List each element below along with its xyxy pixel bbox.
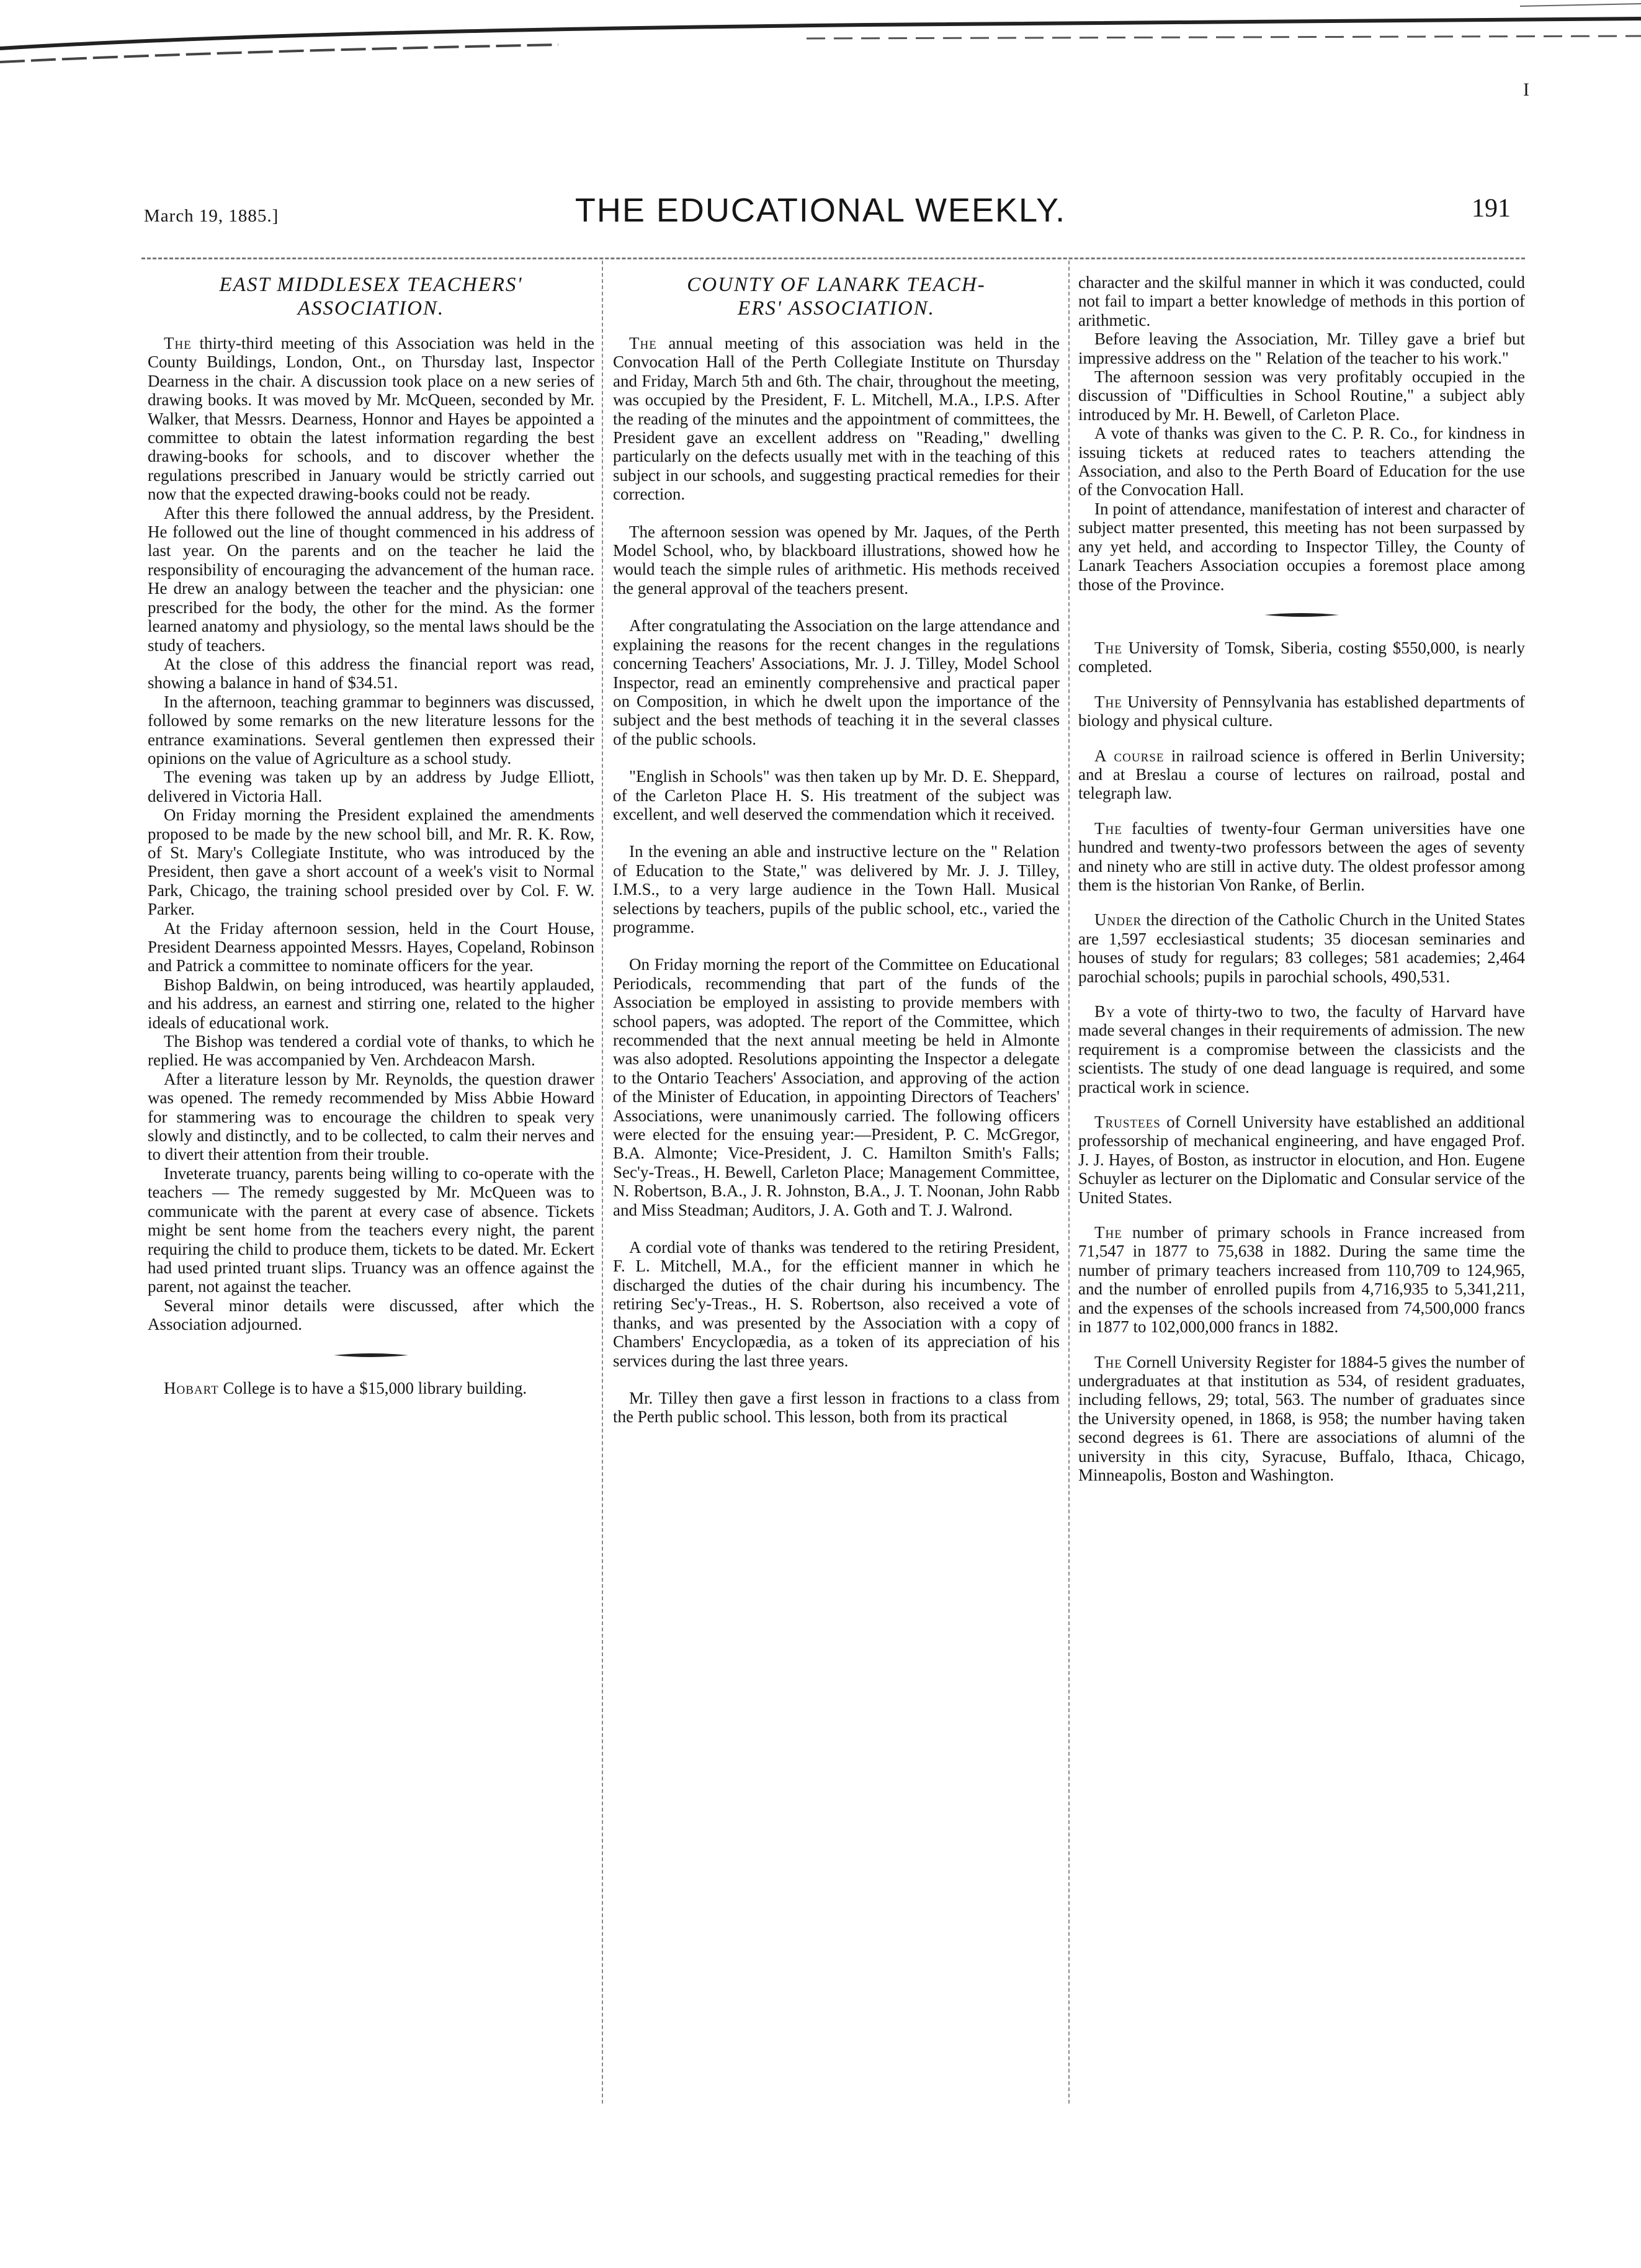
news-item bbox=[1078, 1113, 1525, 1207]
paragraph: In the afternoon, teaching grammar to beginners was discussed, followed by some remarks on the new literature lessons for the entrance examinations. Several gentlemen then expressed their opinions on the value of Agriculture as a school study. bbox=[148, 692, 594, 768]
column-1 bbox=[148, 273, 594, 1397]
heading-line-2: ERS' ASSOCIATION. bbox=[738, 297, 935, 320]
lead-word: The bbox=[629, 334, 657, 352]
paragraph: Mr. Tilley then gave a first lesson in fractions to a class from the Perth public school. This lesson, both from its practical bbox=[613, 1388, 1060, 1427]
paragraph: On Friday morning the report of the Committee on Educational Periodicals, recommending that part of the funds of the Association be employed in assisting to provide members with school papers, was adopted. The report of the Committee, which recommended that the next annual meeting be held in Almonte was also adopted. Resolutions appointing the Inspector a delegate to the Ontario Teachers' Association, and approving of the action of the Minister of Education, in appointing Directors of Teachers' Associations, were unanimously carried. The following officers were elected for the ensuing year:—President, P. C. McGregor, B.A. Almonte; Vice-President, J. C. Hamilton Smith's Falls; Sec'y-Treas., H. Bewell, Carleton Place; Management Committee, N. Robertson, B.A., J. R. Johnston, B.A., J. T. Noonan, John Rabb and Miss Steadman; Auditors, J. A. Goth and T. J. Walrond. bbox=[613, 955, 1060, 1219]
top-rule-ornament bbox=[0, 0, 1641, 81]
lead-word: Hobart bbox=[164, 1378, 219, 1397]
news-text: number of primary schools in France increased from 71,547 in 1877 to 75,638 in 1882. During the same time the number of primary teachers increased from 110,709 to 124,965, and the number of enrolled pupils from 4,716,935 to 5,341,211, and the expenses of the schools increased from 74,500,000 francs in 1877 to 102,000,000 francs in 1882. bbox=[1078, 1223, 1525, 1337]
paragraph: "English in Schools" was then taken up by Mr. D. E. Sheppard, of the Carleton Place H. S. His treatment of the subject was excellent, and well deserved the commendation which it received. bbox=[613, 767, 1060, 823]
news-item bbox=[1078, 910, 1525, 986]
paragraph: Bishop Baldwin, on being introduced, was heartily applauded, and his address, an earnest and stirring one, related to the higher ideals of educational work. bbox=[148, 975, 594, 1032]
column-divider-2 bbox=[1068, 261, 1070, 2104]
lead-word: Under bbox=[1094, 910, 1142, 930]
section-ornament bbox=[1264, 612, 1339, 617]
paragraph: On Friday morning the President explained the amendments proposed to be made by the new school bill, and Mr. R. K. Row, of St. Mary's Collegiate Institute, who was introduced by the President, then gave a short account of a week's visit to Normal Park, Chicago, the training school presided over by Col. F. W. Parker. bbox=[148, 805, 594, 919]
news-item bbox=[1078, 1002, 1525, 1096]
news-text: in railroad science is offered in Berlin University; and at Breslau a course of lectures on railroad, postal and telegraph law. bbox=[1078, 746, 1525, 803]
paragraph: At the Friday afternoon session, held in the Court House, President Dearness appointed Messrs. Hayes, Copeland, Robinson and Patrick a committee to nominate officers for the year. bbox=[148, 918, 594, 975]
article-heading-county-of-lanark bbox=[613, 273, 1060, 320]
paragraph: A vote of thanks was given to the C. P. R. Co., for kindness in issuing tickets at reduced rates to teachers attending the Association, and also to the Perth Board of Education for the use of the Convocation Hall. bbox=[1078, 424, 1525, 500]
lead-word: A course bbox=[1094, 746, 1165, 765]
news-text: University of Tomsk, Siberia, costing $550,000, is nearly completed. bbox=[1078, 638, 1525, 676]
lead-word: The bbox=[164, 334, 192, 352]
news-item bbox=[148, 1379, 594, 1397]
paragraph-text: thirty-third meeting of this Association was held in the County Buildings, London, Ont., on Thursday last, Inspector Dearness in the chair. A discussion took place on a new series of drawing books. It was moved by Mr. McQueen, seconded by Mr. Walker, that Messrs. Dearness, Honnor and Hayes be appointed a committee to obtain the latest information regarding the best drawing-books for schools, and to discover whether the regulations prescribed in January would be strictly carried out now that the expected drawing-books could not be ready. bbox=[148, 334, 594, 504]
paragraph: In point of attendance, manifestation of interest and character of subject matter presented, this meeting has not been surpassed by any yet held, and according to Inspector Tilley, the County of Lanark Teachers Association occupies a foremost place among those of the Province. bbox=[1078, 499, 1525, 594]
lead-word: The bbox=[1094, 1223, 1122, 1242]
news-item bbox=[1078, 693, 1525, 730]
paragraph bbox=[613, 334, 1060, 504]
lead-word: Trustees bbox=[1094, 1113, 1161, 1132]
paragraph: The Bishop was tendered a cordial vote of thanks, to which he replied. He was accompanied by Ven. Archdeacon Marsh. bbox=[148, 1032, 594, 1070]
paragraph: A cordial vote of thanks was tendered to the retiring President, F. L. Mitchell, M.A., for the efficient manner in which he discharged the duties of the chair during his incumbency. The retiring Sec'y-Treas., H. S. Robertson, also received a vote of thanks, and was presented by the Association with a copy of Chambers' Encyclopædia, as a token of its appreciation of his services during the last three years. bbox=[613, 1238, 1060, 1370]
news-text: College is to have a $15,000 library building. bbox=[223, 1378, 527, 1397]
paragraph: Several minor details were discussed, after which the Association adjourned. bbox=[148, 1296, 594, 1334]
section-ornament bbox=[334, 1353, 408, 1358]
news-item bbox=[1078, 1353, 1525, 1485]
paragraph: After congratulating the Association on the large attendance and explaining the reasons for the recent changes in the regulations concerning Teachers' Associations, Mr. J. J. Tilley, Model School Inspector, read an eminently comprehensive and practical paper on Composition, in which he dwelt upon the importance of the subject and the best methods of teaching it in the several classes of the public schools. bbox=[613, 616, 1060, 748]
news-text: the direction of the Catholic Church in the United States are 1,597 ecclesiastical students; 35 diocesan seminaries and houses of study for regulars; 83 colleges; 581 academies; 2,464 parochial schools; pupils in parochial schools, 490,531. bbox=[1078, 910, 1526, 986]
paragraph-text: annual meeting of this association was held in the Convocation Hall of the Perth Collegiate Institute on Thursday and Friday, March 5th and 6th. The chair, throughout the meeting, was occupied by the President, F. L. Mitchell, M.A., I.P.S. After the reading of the minutes and the appointment of committees, the President gave an excellent address on "Reading," dwelling particularly on the defects usually met with in the teaching of this subject in our schools, and suggesting practical remedies for their correction. bbox=[613, 334, 1060, 504]
news-item bbox=[1078, 1223, 1525, 1336]
paragraph bbox=[148, 334, 594, 504]
corner-mark: I bbox=[1523, 79, 1529, 100]
lead-word: The bbox=[1094, 638, 1122, 657]
paragraph: At the close of this address the financial report was read, showing a balance in hand of $34.51. bbox=[148, 654, 594, 693]
page-number: 191 bbox=[1472, 194, 1511, 223]
issue-date: March 19, 1885.] bbox=[144, 206, 279, 226]
lead-word: By bbox=[1094, 1002, 1116, 1021]
column-3 bbox=[1078, 273, 1525, 1484]
paragraph: After this there followed the annual address, by the President. He followed out the line of thought commenced in his address of last year. On the parents and on the teacher he laid the responsibility of encouraging the advancement of the human race. He drew an analogy between the teacher and the physician: one prescribed for the body, the other for the mind. As the former learned anatomy and physiology, so the mental laws should be the study of teachers. bbox=[148, 503, 594, 655]
news-text: Cornell University Register for 1884-5 gives the number of undergraduates at that institution as 534, of resident graduates, including fellows, 29; total, 563. The number of graduates since the University opened, in 1868, is 958; the number having taken second degrees is 61. There are associations of alumni of the university in this city, Syracuse, Buffalo, Ithaca, Chicago, Minneapolis, Boston and Washington. bbox=[1078, 1352, 1525, 1484]
column-divider-1 bbox=[602, 261, 603, 2104]
heading-line-2: ASSOCIATION. bbox=[297, 297, 445, 320]
lead-word: The bbox=[1094, 692, 1122, 711]
news-item bbox=[1078, 746, 1525, 803]
column-2 bbox=[613, 273, 1060, 1427]
lead-word: The bbox=[1094, 818, 1122, 838]
publication-title: THE EDUCATIONAL WEEKLY. bbox=[575, 192, 1066, 229]
news-text: of Cornell University have established an additional professorship of mechanical engineering, and have engaged Prof. J. J. Hayes, of Boston, as instructor in elocution, and Hon. Eugene Schuyler as lecturer on the Diplomatic and Consular service of the United States. bbox=[1078, 1113, 1525, 1207]
news-text: University of Pennsylvania has established departments of biology and physical culture. bbox=[1078, 692, 1525, 730]
paragraph: After a literature lesson by Mr. Reynolds, the question drawer was opened. The remedy recommended by Miss Abbie Howard for stammering was to encourage the children to speak very slowly and distinctly, and to be collected, to calm their nerves and to divert their attention from their trouble. bbox=[148, 1069, 594, 1164]
paragraph: Inveterate truancy, parents being willing to co-operate with the teachers — The remedy suggested by Mr. McQueen was to communicate with the parent at every case of absence. Tickets might be sent home from the teachers every night, the parent requiring the child to produce them, tickets to be dated. Mr. Eckert had used printed truant slips. Truancy was an offence against the parent, not against the teacher. bbox=[148, 1163, 594, 1296]
paragraph-continued: character and the skilful manner in which it was conducted, could not fail to impart a better knowledge of methods in this portion of arithmetic. bbox=[1078, 273, 1525, 329]
heading-line-1: EAST MIDDLESEX TEACHERS' bbox=[219, 274, 523, 296]
lead-word: The bbox=[1094, 1352, 1122, 1371]
news-text: a vote of thirty-two to two, the faculty of Harvard have made several changes in their requirements of admission. The new requirement is a compromise between the classicists and the scientists. The study of one dead language is required, and some practical work in science. bbox=[1078, 1002, 1525, 1096]
paragraph: The evening was taken up by an address by Judge Elliott, delivered in Victoria Hall. bbox=[148, 768, 594, 805]
news-text: faculties of twenty-four German universities have one hundred and twenty-two professors between the ages of seventy and ninety who are still in active duty. The oldest professor among them is the historian Von Ranke, of Berlin. bbox=[1078, 818, 1526, 894]
page-header bbox=[0, 186, 1641, 242]
news-item bbox=[1078, 639, 1525, 676]
header-rule bbox=[141, 258, 1525, 259]
paragraph: The afternoon session was opened by Mr. Jaques, of the Perth Model School, who, by blackboard illustrations, showed how he would teach the simple rules of arithmetic. His methods received the general approval of the teachers present. bbox=[613, 522, 1060, 598]
paragraph: Before leaving the Association, Mr. Tilley gave a brief but impressive address on the " Relation of the teacher to his work." bbox=[1078, 329, 1525, 367]
news-item bbox=[1078, 819, 1525, 895]
article-heading-east-middlesex bbox=[148, 273, 594, 320]
paragraph: The afternoon session was very profitably occupied in the discussion of "Difficulties in School Routine," a subject ably introduced by Mr. H. Bewell, of Carleton Place. bbox=[1078, 367, 1525, 424]
heading-line-1: COUNTY OF LANARK TEACH- bbox=[687, 274, 986, 296]
paragraph: In the evening an able and instructive lecture on the " Relation of Education to the State," was delivered by Mr. J. J. Tilley, I.M.S., to a very large audience in the Town Hall. Musical selections by teachers, pupils of the public school, etc., varied the programme. bbox=[613, 842, 1060, 936]
